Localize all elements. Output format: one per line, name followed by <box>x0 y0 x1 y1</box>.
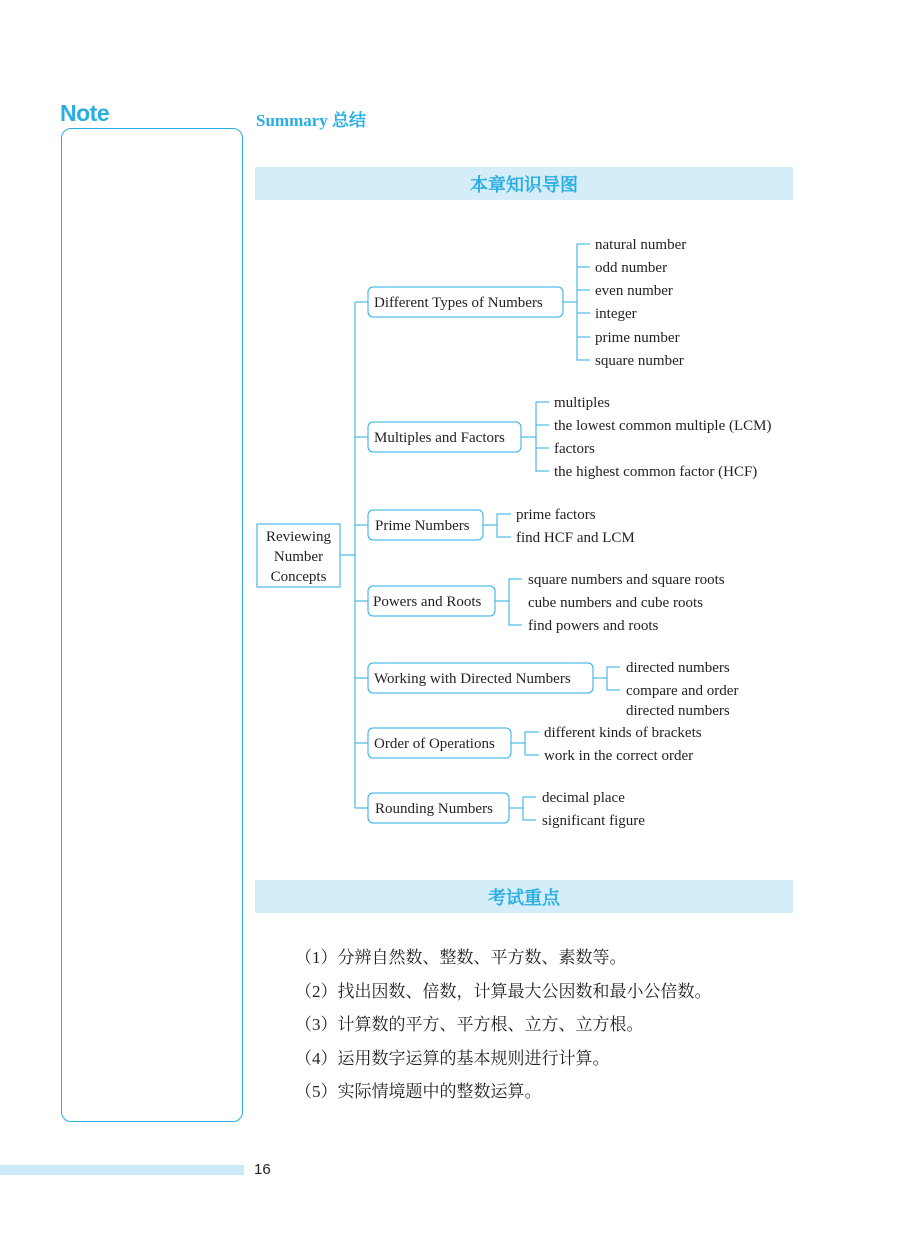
leaf-item: even number <box>595 283 673 299</box>
leaf-item: the highest common factor (HCF) <box>554 464 758 480</box>
root-label: Reviewing <box>266 529 331 545</box>
key-points-list <box>295 946 712 1114</box>
key-point-item: （5）实际情境题中的整数运算。 <box>295 1082 542 1101</box>
leaf-item: prime factors <box>516 507 596 523</box>
leaf-item: natural number <box>595 237 687 253</box>
branch-label: Prime Numbers <box>375 518 470 534</box>
leaf-item: integer <box>595 306 637 322</box>
leaf-item: prime number <box>595 330 680 346</box>
leaf-item: square number <box>595 353 684 369</box>
key-point-item: （2）找出因数、倍数，计算最大公因数和最小公倍数。 <box>295 981 712 1001</box>
branch-label: Rounding Numbers <box>375 801 493 817</box>
key-point-item: （1）分辨自然数、整数、平方数、素数等。 <box>295 948 627 967</box>
leaf-item: directed numbers <box>626 660 730 676</box>
leaf-item: directed numbers <box>626 703 730 719</box>
keypoints-section-title: 考试重点 <box>488 887 560 908</box>
leaf-item: factors <box>554 441 595 457</box>
leaf-item: significant figure <box>542 813 645 829</box>
leaf-item: cube numbers and cube roots <box>528 595 703 611</box>
keypoints-section-header <box>255 880 793 913</box>
leaf-item: different kinds of brackets <box>544 725 702 741</box>
leaf-item: decimal place <box>542 790 625 806</box>
leaf-item: the lowest common multiple (LCM) <box>554 418 772 434</box>
key-point-item: （4）运用数字运算的基本规则进行计算。 <box>295 1048 610 1068</box>
branch-label: Order of Operations <box>374 736 495 752</box>
branch-label: Multiples and Factors <box>374 430 505 446</box>
leaf-item: odd number <box>595 260 668 276</box>
leaf-item: compare and order <box>626 683 739 699</box>
key-point-item: （3）计算数的平方、平方根、立方、立方根。 <box>295 1015 644 1034</box>
root-label: Number <box>273 549 324 565</box>
note-label: Note <box>60 100 110 126</box>
branch-label: Different Types of Numbers <box>374 295 543 311</box>
branch-label: Powers and Roots <box>373 594 482 610</box>
leaf-item: square numbers and square roots <box>528 572 725 588</box>
page-number: 16 <box>254 1161 271 1178</box>
footer-bar <box>0 1165 244 1175</box>
leaf-item: work in the correct order <box>544 748 694 764</box>
root-label: Concepts <box>270 569 327 585</box>
leaf-item: find HCF and LCM <box>516 530 635 546</box>
leaf-item: find powers and roots <box>528 618 659 634</box>
summary-title: Summary 总结 <box>256 111 367 130</box>
branch-label: Working with Directed Numbers <box>374 671 571 687</box>
mindmap-section-title: 本章知识导图 <box>470 174 578 195</box>
leaf-item: multiples <box>554 395 610 411</box>
